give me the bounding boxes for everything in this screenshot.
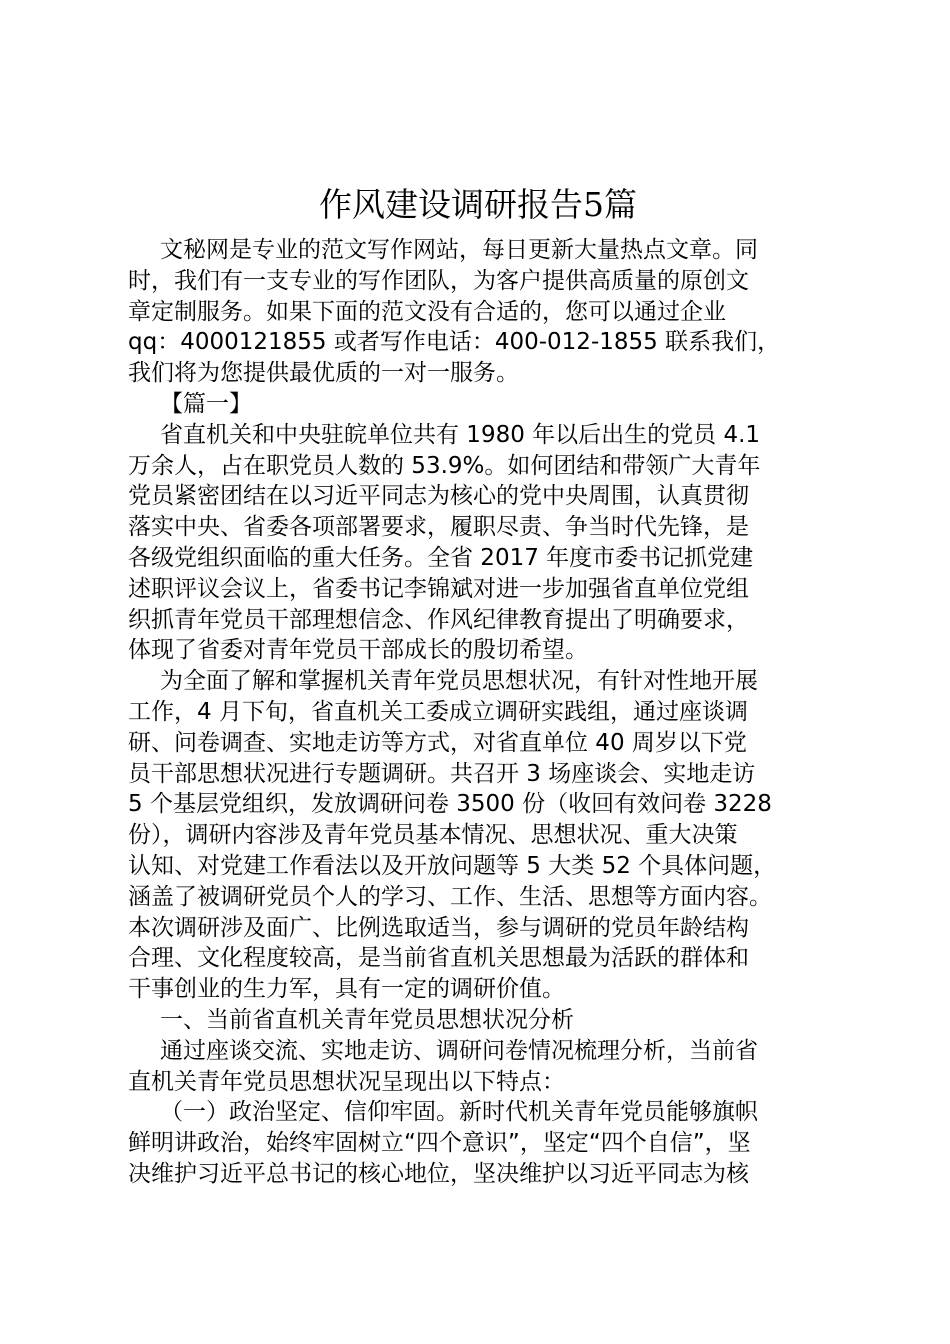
text-line: 决维护习近平总书记的核心地位，坚决维护以习近平同志为核 (128, 1160, 749, 1187)
text-line: 认知、对党建工作看法以及开放问题等 5 大类 52 个具体问题， (128, 852, 777, 879)
text-line: （一）政治坚定、信仰牢固。新时代机关青年党员能够旗帜 (160, 1099, 758, 1126)
text-line: 研、问卷调查、实地走访等方式，对省直单位 40 周岁以下党 (128, 729, 747, 756)
text-line: 我们将为您提供最优质的一对一服务。 (128, 360, 519, 387)
text-line: 通过座谈交流、实地走访、调研问卷情况梳理分析，当前省 (160, 1037, 758, 1064)
text-line: 落实中央、省委各项部署要求，履职尽责、争当时代先锋，是 (128, 514, 749, 541)
text-line: 省直机关和中央驻皖单位共有 1980 年以后出生的党员 4.1 (160, 421, 761, 448)
text-line: 时，我们有一支专业的写作团队，为客户提供高质量的原创文 (128, 267, 749, 294)
text-line: 万余人，占在职党员人数的 53.9%。如何团结和带领广大青年 (128, 452, 761, 479)
text-line: 党员紧密团结在以习近平同志为核心的党中央周围，认真贯彻 (128, 483, 749, 510)
text-line: 鲜明讲政治，始终牢固树立“四个意识”，坚定“四个自信”，坚 (128, 1130, 751, 1157)
text-line: 份），调研内容涉及青年党员基本情况、思想状况、重大决策 (128, 822, 738, 849)
text-line: 文秘网是专业的范文写作网站，每日更新大量热点文章。同 (160, 237, 758, 263)
text-line: qq：4000121855 或者写作电话：400-012-1855 联系我们， (128, 329, 781, 356)
text-line: 涵盖了被调研党员个人的学习、工作、生活、思想等方面内容。 (128, 883, 772, 910)
document-title: 作风建设调研报告5篇 (319, 185, 637, 224)
document-body (128, 235, 828, 1190)
text-line: 工作，4 月下旬，省直机关工委成立调研实践组，通过座谈调 (128, 698, 748, 725)
text-line: 织抓青年党员干部理想信念、作风纪律教育提出了明确要求， (128, 606, 749, 633)
text-line: 本次调研涉及面广、比例选取适当，参与调研的党员年龄结构 (128, 914, 749, 941)
text-line: 干事创业的生力军，具有一定的调研价值。 (128, 976, 565, 1003)
text-line: 一、当前省直机关青年党员思想状况分析 (160, 1006, 574, 1033)
text-line: 员干部思想状况进行专题调研。共召开 3 场座谈会、实地走访 (128, 760, 756, 787)
text-line: 述职评议会议上，省委书记李锦斌对进一步加强省直单位党组 (128, 575, 749, 602)
text-line: 直机关青年党员思想状况呈现出以下特点： (128, 1068, 565, 1095)
text-line: 体现了省委对青年党员干部成长的殷切希望。 (128, 637, 588, 664)
text-line: 【篇一】 (160, 390, 252, 417)
text-line: 5 个基层党组织，发放调研问卷 3500 份（收回有效问卷 3228 (128, 791, 772, 818)
text-line: 各级党组织面临的重大任务。全省 2017 年度市委书记抓党建 (128, 544, 754, 571)
text-line: 为全面了解和掌握机关青年党员思想状况，有针对性地开展 (160, 668, 758, 695)
text-line: 合理、文化程度较高，是当前省直机关思想最为活跃的群体和 (128, 945, 749, 972)
text-line: 章定制服务。如果下面的范文没有合适的，您可以通过企业 (128, 298, 726, 325)
